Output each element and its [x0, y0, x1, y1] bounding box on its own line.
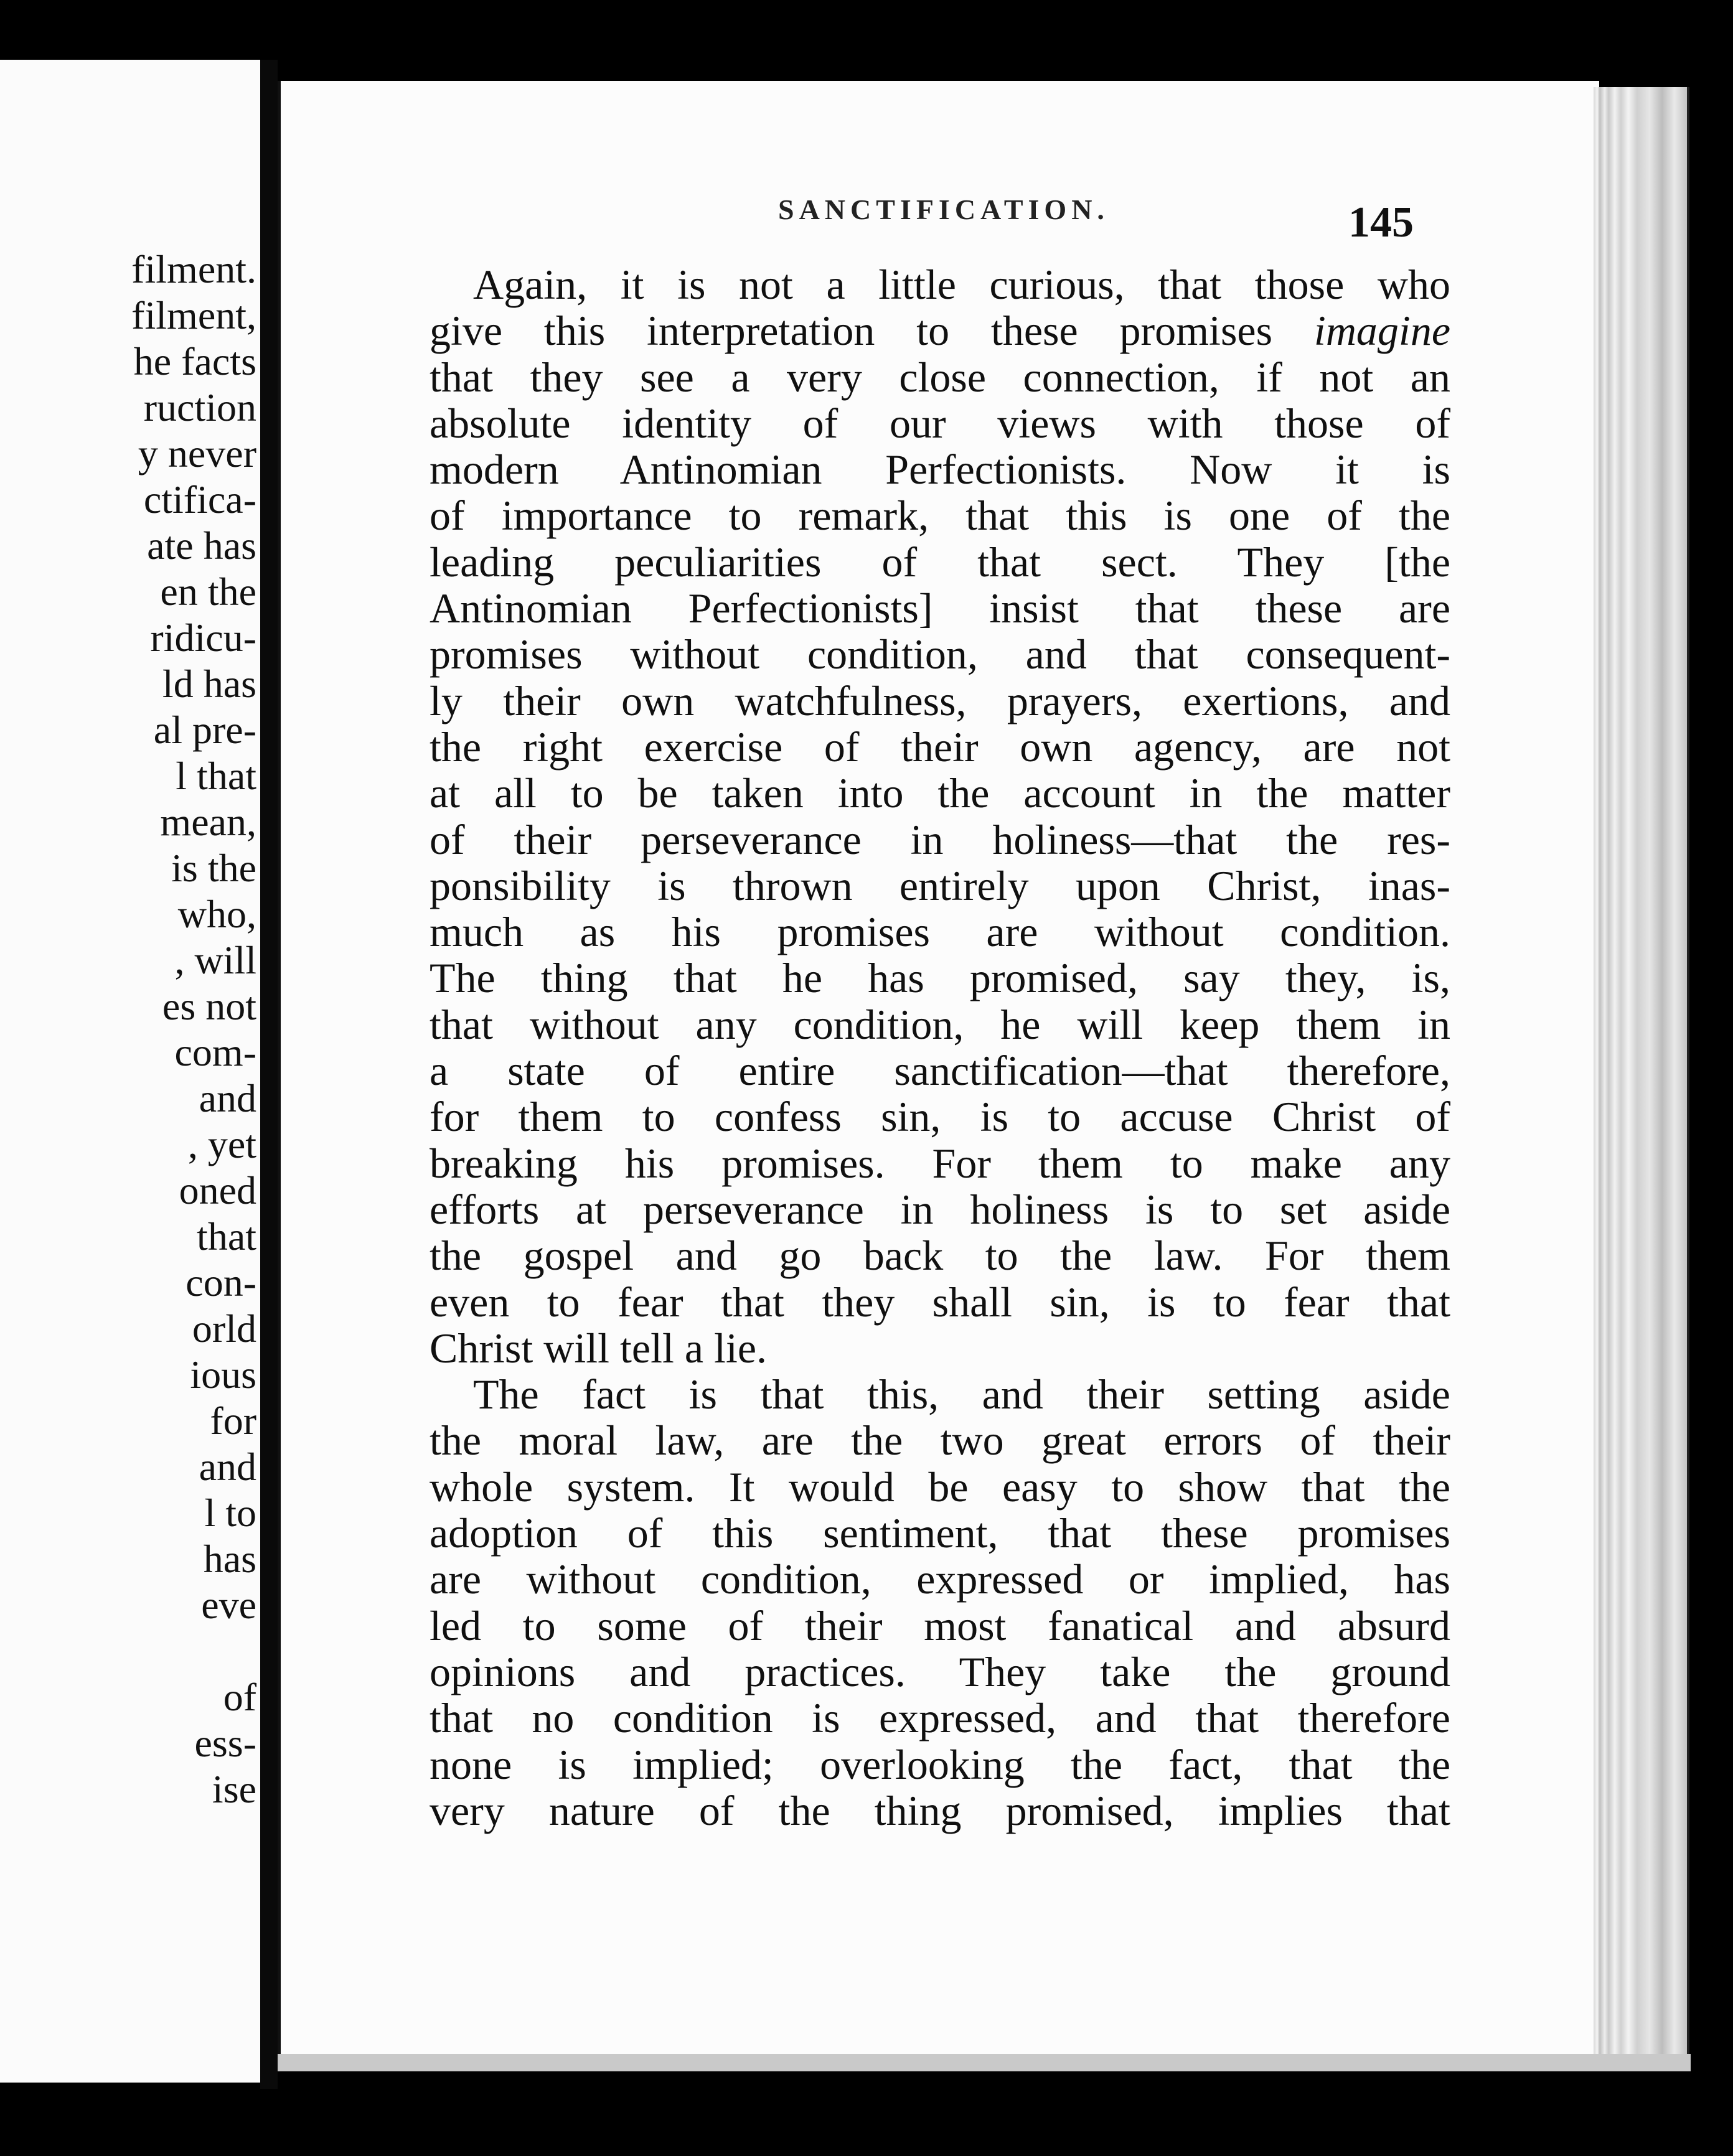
- left-page-fragment: y never: [138, 431, 256, 476]
- left-page-fragment: and: [199, 1076, 256, 1120]
- left-page-fragment: ruction: [143, 385, 256, 429]
- text-line: The thing that he has promised, say they, is,: [430, 954, 1450, 1002]
- left-page-fragment: and: [199, 1445, 256, 1489]
- left-page-fragment: has: [203, 1537, 256, 1581]
- left-page-fragment: is the: [171, 846, 256, 890]
- left-page-fragment: filment.: [131, 247, 256, 291]
- text-line: a state of entire sanctification—that therefore,: [430, 1047, 1450, 1095]
- running-head: SANCTIFICATION.: [778, 194, 1109, 225]
- text-line: that without any condition, he will keep them in: [430, 1000, 1450, 1048]
- left-page-fragment: ess-: [194, 1721, 256, 1765]
- text-line: efforts at perseverance in holiness is to set aside: [430, 1185, 1450, 1233]
- page-number: 145: [1348, 199, 1414, 246]
- left-page-fragment: l to: [204, 1491, 256, 1535]
- left-page-fragment: , yet: [187, 1122, 256, 1166]
- text-line: opinions and practices. They take the ground: [430, 1647, 1450, 1695]
- left-page-fragment: orld: [192, 1306, 256, 1351]
- page-edges: [1594, 87, 1689, 2060]
- text-line: Again, it is not a little curious, that those who: [473, 261, 1450, 308]
- left-page-fragment: for: [210, 1399, 256, 1443]
- left-page-fragment: l that: [176, 754, 256, 798]
- left-page-fragment: ld has: [162, 662, 256, 706]
- left-page-fragment: of: [223, 1675, 256, 1719]
- left-page-fragment: , will: [174, 938, 256, 982]
- left-page-fragment: oned: [179, 1168, 256, 1212]
- left-page-fragment: he facts: [133, 339, 256, 383]
- text-line: The fact is that this, and their setting aside: [473, 1371, 1450, 1418]
- text-line: very nature of the thing promised, implies that: [430, 1786, 1450, 1834]
- text-line: none is implied; overlooking the fact, that the: [430, 1740, 1450, 1788]
- text-line: that no condition is expressed, and that therefore: [430, 1694, 1450, 1742]
- left-page-fragment: con-: [186, 1260, 256, 1305]
- left-page-fragment: al pre-: [153, 708, 256, 752]
- left-page-fragment: who,: [177, 892, 256, 936]
- text-line: of their perseverance in holiness—that the res-: [430, 815, 1450, 863]
- text-line: whole system. It would be easy to show that the: [430, 1463, 1450, 1511]
- italic-word: imagine: [1313, 307, 1450, 355]
- text-line: even to fear that they shall sin, is to fear that: [430, 1278, 1450, 1326]
- text-line: absolute identity of our views with those of: [430, 399, 1450, 447]
- left-page-fragment: that: [197, 1214, 256, 1258]
- text-line: Antinomian Perfectionists] insist that these are: [430, 584, 1450, 632]
- left-page-fragment: es not: [162, 984, 256, 1028]
- left-page-fragment: ridicu-: [150, 616, 256, 660]
- left-page-fragment: ise: [212, 1767, 256, 1811]
- page-bottom-edge: [278, 2054, 1691, 2071]
- text-line: led to some of their most fanatical and absurd: [430, 1601, 1450, 1649]
- text-line: are without condition, expressed or implied, has: [430, 1555, 1450, 1603]
- book-gutter: [260, 60, 278, 2089]
- left-page: [0, 60, 264, 2083]
- text-line: adoption of this sentiment, that these promises: [430, 1509, 1450, 1557]
- left-page-fragment: ctifica-: [143, 477, 256, 522]
- left-page-fragment: eve: [201, 1583, 256, 1627]
- text-line: of importance to remark, that this is one of the: [430, 492, 1450, 540]
- text-line: give this interpretation to these promises imagine: [430, 307, 1450, 355]
- left-page-fragment: mean,: [160, 800, 256, 844]
- text-line: the right exercise of their own agency, are not: [430, 723, 1450, 771]
- text-line: modern Antinomian Perfectionists. Now it is: [430, 446, 1450, 494]
- text-line: leading peculiarities of that sect. They [the: [430, 538, 1450, 586]
- left-page-fragment: com-: [174, 1030, 256, 1074]
- text-line: ly their own watchfulness, prayers, exertions, and: [430, 677, 1450, 724]
- text-line: at all to be taken into the account in the matter: [430, 769, 1450, 817]
- body-text: [430, 261, 1450, 1834]
- left-page-fragment: ate has: [147, 523, 256, 568]
- text-line: much as his promises are without condition.: [430, 908, 1450, 956]
- left-page-fragment: ious: [190, 1352, 256, 1397]
- text-line: the gospel and go back to the law. For them: [430, 1232, 1450, 1280]
- left-page-fragment: filment,: [131, 293, 256, 337]
- text-line: breaking his promises. For them to make any: [430, 1139, 1450, 1187]
- text-line: the moral law, are the two great errors of their: [430, 1417, 1450, 1465]
- text-line: Christ will tell a lie.: [430, 1324, 768, 1372]
- text-line: that they see a very close connection, if not an: [430, 353, 1450, 401]
- left-page-fragment: en the: [160, 569, 256, 614]
- text-line: for them to confess sin, is to accuse Christ of: [430, 1093, 1450, 1141]
- text-line: promises without condition, and that consequent-: [430, 630, 1450, 678]
- text-line: ponsibility is thrown entirely upon Christ, inas-: [430, 861, 1450, 909]
